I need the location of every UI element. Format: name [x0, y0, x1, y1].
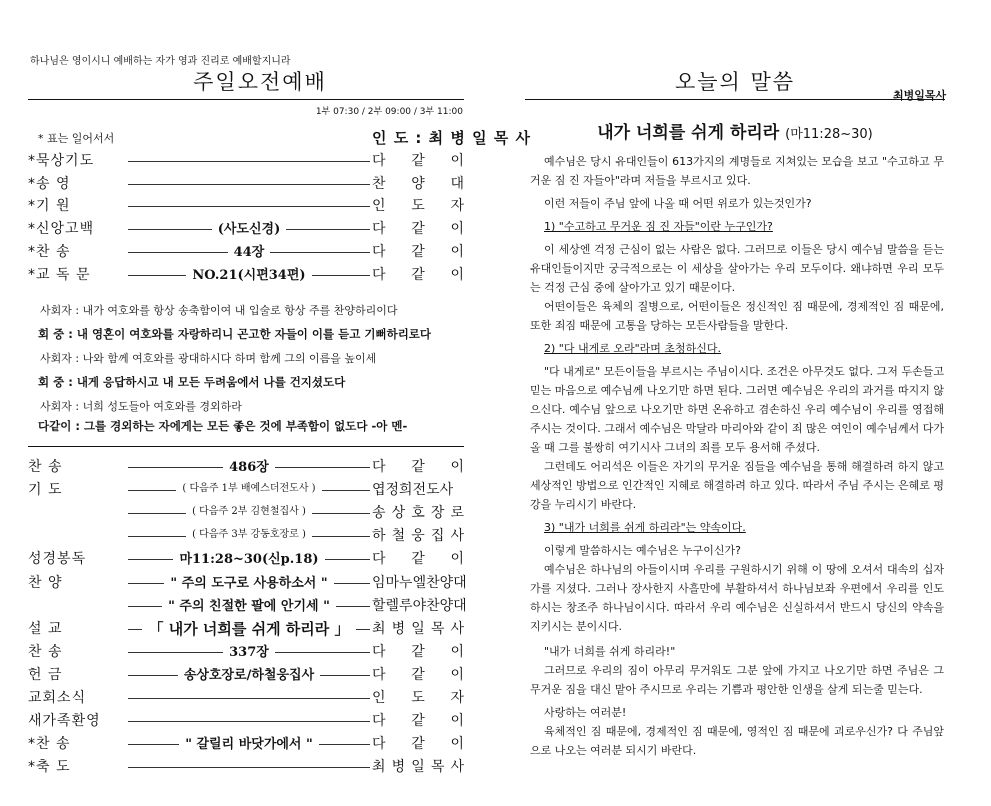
order-item — [128, 664, 370, 683]
sermon-reference: (마11:28~30) — [785, 127, 873, 142]
order-responsible: 다 같 이 — [372, 666, 464, 683]
order-item-text: ( 다음주 3부 강동호장로 ) — [186, 529, 312, 540]
order-label: 찬 송 — [28, 459, 63, 475]
section-heading: 3) "내가 너희를 쉬게 하리라"는 약속이다. — [544, 521, 746, 534]
leader-line — [128, 721, 370, 722]
order-row — [28, 218, 464, 238]
order-row — [28, 710, 464, 730]
order-row — [28, 502, 464, 522]
order-responsible: 다 같 이 — [372, 221, 464, 238]
order-item-text: 송상호장로/하철웅집사 — [178, 668, 320, 683]
order-row — [28, 241, 464, 261]
paragraph: 이렇게 말씀하시는 예수님은 누구이신가? — [544, 544, 741, 557]
order-item — [128, 479, 370, 494]
order-item-text: ( 다음주 2부 김현철집사 ) — [186, 506, 312, 517]
order-row — [28, 687, 464, 707]
order-responsible: 할렐루야찬양대 — [372, 597, 467, 614]
order-row — [28, 595, 467, 615]
order-item — [128, 733, 370, 752]
paragraph: 이 세상엔 걱정 근심이 없는 사람은 없다. 그러므로 이들은 당시 예수님 말씀을 듣는 유대인들이지만 궁극적으로는 이 세상을 살아가는 우리 모두이다. 왜냐하면 우리 모두는 걱정 근심 중에 살아가고 있기 때문이다. — [530, 243, 944, 294]
author: 최병일목사 — [893, 89, 947, 102]
order-responsible: 다 같 이 — [372, 459, 464, 475]
responsive-line: 사회자 : 나와 함께 여호와를 광대하시다 하며 함께 그의 이름을 높이세 — [40, 352, 377, 365]
order-responsible: 다 같 이 — [372, 713, 464, 730]
paragraph: 사랑하는 여러분! — [544, 706, 627, 719]
order-label: 새가족환영 — [28, 713, 101, 730]
order-row — [28, 264, 464, 284]
paragraph: "다 내게로" 모든이들을 부르시는 주님이시다. 조건은 아무것도 없다. 그저 두손들고 믿는 마음으로 예수님께 나오기만 하면 된다. 그러면 예수님은 우리의 과거를 따지지 않으신다. 예수님 앞으로 나오기만 하면 온유하고 겸손하신 우리 예수님이 우리를 영접해 주시는 것이다. 그래서 예수님은 막달라 마리아와 같이 죄 많은 여인이 예수님께서 다가올 때 그를 불쌍히 여기시사 그녀의 죄를 모두 용서해 주셨다. — [530, 365, 944, 454]
order-item — [128, 525, 370, 540]
order-responsible: 다 같 이 — [372, 153, 464, 169]
responsive-line: 회 중 : 내 영혼이 여호와를 자랑하리니 곤고한 자들이 이를 듣고 기뻐하리로다 — [38, 327, 432, 341]
leader-line — [128, 767, 370, 768]
order-item-text: ( 다음주 1부 배예스더전도사 ) — [176, 483, 321, 494]
paragraph: 예수님은 당시 유대인들이 613가지의 계명들로 지쳐있는 모습을 보고 "수고하고 무거운 짐 진 자들아"라며 저들을 부르시고 있다. — [530, 155, 944, 187]
order-item — [128, 618, 370, 639]
header-verse: 하나님은 영이시니 예배하는 자가 영과 진리로 예배할지니라 — [30, 56, 291, 67]
order-responsible: 최 병 일 목 사 — [372, 759, 464, 776]
order-label: 설 교 — [28, 620, 63, 637]
section-heading: 1) "수고하고 무거운 짐 진 자들"이란 누구인가? — [544, 220, 773, 233]
paragraph: 그러므로 우리의 짐이 아무리 무거워도 그분 앞에 가지고 나오기만 하면 주님은 그 무거운 짐을 대신 맡아 주시므로 우리는 기쁨과 평안한 인생을 살게 되는줄 믿는다. — [530, 664, 944, 696]
sermon-title — [525, 118, 945, 143]
paragraph: 어떤이들은 육체의 질병으로, 어떤이들은 정신적인 짐 때문에, 경제적인 짐 때문에, 또한 죄짐 때문에 고통을 당하는 모든사람들을 말한다. — [530, 300, 944, 332]
paragraph: "내가 너희를 쉬게 하리라!" — [544, 645, 676, 658]
order-item-text: 「 내가 너희를 쉬게 하리라 」 — [142, 620, 355, 638]
responsive-line: 사회자 : 너희 성도들아 여호와를 경외하라 — [40, 400, 242, 413]
order-row — [28, 572, 467, 592]
order-row — [28, 195, 464, 215]
leader-line — [128, 206, 370, 207]
order-responsible: 다 같 이 — [372, 736, 464, 753]
order-responsible: 임마누엘찬양대 — [372, 574, 467, 591]
order-item — [128, 572, 370, 591]
stand-note: * 표는 일어서서 — [38, 132, 115, 145]
leader-line — [128, 698, 370, 699]
order-responsible: 엽정희전도사 — [372, 482, 454, 499]
order-item — [128, 218, 370, 237]
order-responsible: 인 도 자 — [372, 198, 464, 215]
order-row — [28, 641, 464, 661]
order-item — [128, 502, 370, 517]
leader-line — [128, 161, 370, 162]
order-label: 찬 양 — [28, 574, 63, 591]
order-row — [28, 664, 464, 684]
order-responsible: 다 같 이 — [372, 266, 464, 283]
paragraph: 육체적인 짐 때문에, 경제적인 짐 때문에, 영적인 짐 때문에 괴로우신가? 다 주님앞으로 나오는 여러분 되시기 바란다. — [530, 725, 944, 757]
order-item — [128, 641, 370, 660]
sermon-title-text: 내가 너희를 쉬게 하리라 — [597, 123, 780, 143]
order-item — [128, 595, 370, 614]
order-label: *묵상기도 — [28, 153, 95, 169]
order-item — [128, 548, 370, 567]
order-item-text: " 주의 친절한 팔에 안기세 " — [162, 599, 336, 614]
order-row — [28, 456, 464, 476]
order-responsible: 인 도 자 — [372, 690, 464, 706]
order-label: 교회소식 — [28, 690, 87, 706]
divider — [28, 99, 464, 100]
paragraph: 그런데도 어리석은 이들은 자기의 무거운 짐들을 예수님을 통해 해결하려 하지 않고 세상적인 방법으로 인간적인 지혜로 해결하려 하고 있다. 따라서 주님 주시는 은혜로 평강을 누리시기 바란다. — [530, 460, 944, 511]
order-row — [28, 733, 464, 753]
order-row — [28, 479, 464, 499]
order-label: *송 영 — [28, 175, 71, 192]
divider — [525, 99, 945, 100]
order-label: 헌 금 — [28, 666, 63, 683]
responsive-line: 다같이 : 그를 경외하는 자에게는 모든 좋은 것에 부족함이 없도다 -아 멘- — [38, 419, 408, 433]
order-item-text: 44장 — [228, 245, 271, 260]
order-item-text: (사도신경) — [212, 222, 287, 237]
leader: 인 도 : 최 병 일 목 사 — [372, 129, 531, 147]
order-responsible: 다 같 이 — [372, 551, 464, 568]
service-times: 1부 07:30 / 2부 09:00 / 3부 11:00 — [315, 107, 463, 117]
order-label: *교 독 문 — [28, 266, 91, 283]
order-responsible: 다 같 이 — [372, 243, 464, 260]
service-title: 주일오전예배 — [193, 70, 327, 94]
divider — [28, 446, 464, 447]
order-item-text: 337장 — [223, 645, 275, 660]
order-item-text: " 주의 도구로 사용하소서 " — [164, 576, 333, 591]
order-label: *찬 송 — [28, 243, 71, 260]
order-row — [28, 525, 464, 545]
order-label: 찬 송 — [28, 643, 63, 660]
order-label: *신앙고백 — [28, 221, 95, 238]
paragraph: 이런 저들이 주님 앞에 나올 때 어떤 위로가 있는것인가? — [544, 197, 812, 210]
section-heading: 2) "다 내게로 오라"라며 초청하신다. — [544, 342, 722, 355]
order-responsible: 하 철 웅 집 사 — [372, 528, 464, 545]
order-responsible: 최 병 일 목 사 — [372, 620, 464, 637]
sermon-body — [530, 152, 944, 760]
message-title: 오늘의 말씀 — [674, 70, 796, 94]
order-responsible: 송 상 호 장 로 — [372, 505, 464, 522]
order-label: 성경봉독 — [28, 551, 87, 568]
order-label: *축 도 — [28, 759, 71, 776]
order-item — [128, 264, 370, 283]
order-row — [28, 173, 464, 193]
responsive-line: 회 중 : 내게 응답하시고 내 모든 두려움에서 나를 건지셨도다 — [38, 375, 346, 389]
order-label: *찬 송 — [28, 736, 71, 753]
order-row — [28, 150, 464, 170]
order-item — [128, 241, 370, 260]
order-responsible: 다 같 이 — [372, 643, 464, 660]
order-item-text: NO.21(시편34편) — [186, 268, 311, 283]
order-row — [28, 618, 464, 638]
responsive-line: 사회자 : 내가 여호와를 항상 송축함이여 내 입술로 항상 주를 찬양하리이다 — [40, 304, 398, 317]
order-row — [28, 548, 464, 568]
leader-line — [128, 184, 370, 185]
order-item-text: 486장 — [223, 460, 275, 475]
order-row — [28, 756, 464, 776]
order-responsible: 찬 양 대 — [372, 175, 464, 192]
order-item-text: " 갈릴리 바닷가에서 " — [179, 737, 319, 752]
order-item-text: 마11:28~30(신p.18) — [173, 552, 324, 567]
paragraph: 예수님은 하나님의 아들이시며 우리를 구원하시기 위해 이 땅에 오셔서 대속의 십자가를 지셨다. 그러나 장사한지 사흘만에 부활하셔서 하나님보좌 우편에서 우리를 인도하시는 창조주 하나님이시다. 따라서 우리 예수님은 신실하셔서 반드시 당신의 약속을 지키시는 분이시다. — [530, 563, 944, 633]
order-label: 기 도 — [28, 482, 63, 499]
order-label: *기 원 — [28, 198, 71, 215]
order-item — [128, 456, 370, 475]
